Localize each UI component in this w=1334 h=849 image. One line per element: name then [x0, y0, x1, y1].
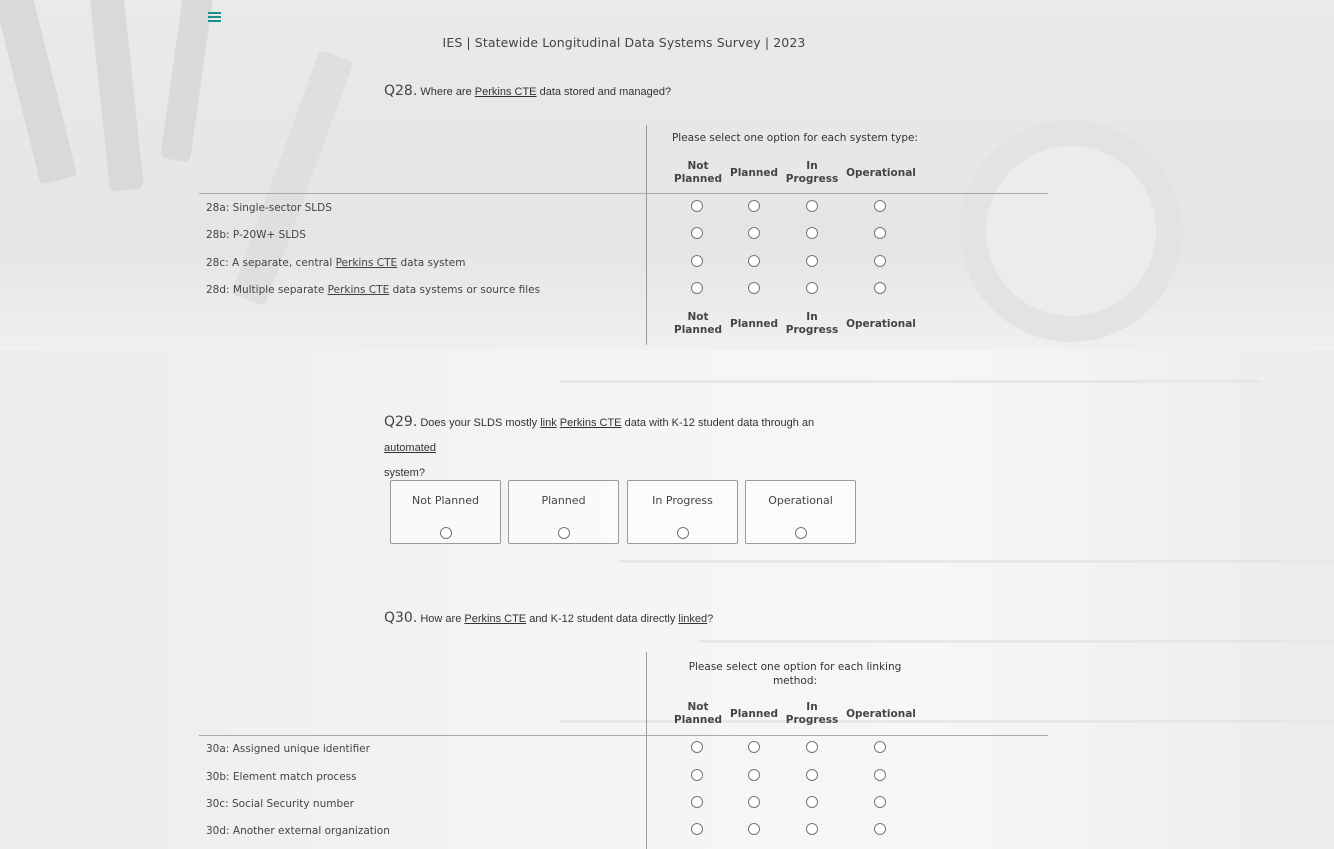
col-header-operational: Operational: [846, 167, 916, 179]
radio-30c-not-planned[interactable]: [691, 796, 703, 808]
matrix-instruction: Please select one option for each system type:: [671, 132, 919, 144]
radio-30d-planned[interactable]: [748, 823, 760, 835]
radio-30c-in-progress[interactable]: [806, 796, 818, 808]
question-number: Q30.: [384, 610, 418, 626]
col-header-planned: Planned: [730, 167, 778, 179]
col-footer-operational: Operational: [846, 318, 916, 330]
radio-30b-in-progress[interactable]: [806, 769, 818, 781]
matrix-header-rule: [199, 193, 1048, 194]
matrix-row-label-30b: 30b: Element match process: [206, 771, 357, 783]
question-number: Q29.: [384, 414, 418, 430]
radio-30a-not-planned[interactable]: [691, 741, 703, 753]
radio-29-operational[interactable]: [795, 527, 807, 539]
matrix-row-label-28a: 28a: Single-sector SLDS: [206, 202, 332, 214]
radio-28d-not-planned[interactable]: [691, 282, 703, 294]
survey-title: IES | Statewide Longitudinal Data Systems Survey | 2023: [442, 35, 806, 50]
radio-30a-planned[interactable]: [748, 741, 760, 753]
matrix-instruction: Please select one option for each linking method:: [688, 661, 902, 687]
choice-in-progress[interactable]: In Progress: [627, 480, 738, 544]
choice-planned[interactable]: Planned: [508, 480, 619, 544]
radio-30a-in-progress[interactable]: [806, 741, 818, 753]
choice-operational[interactable]: Operational: [745, 480, 856, 544]
radio-29-not-planned[interactable]: [440, 527, 452, 539]
matrix-row-label-28b: 28b: P-20W+ SLDS: [206, 229, 306, 241]
matrix-row-label-28d: 28d: Multiple separate Perkins CTE data systems or source files: [206, 284, 541, 296]
radio-30d-not-planned[interactable]: [691, 823, 703, 835]
matrix-row-label-30d: 30d: Another external organization: [206, 825, 390, 837]
radio-28d-in-progress[interactable]: [806, 282, 818, 294]
radio-28a-not-planned[interactable]: [691, 200, 703, 212]
col-footer-not-planned: Not Planned: [674, 311, 722, 336]
radio-30d-operational[interactable]: [874, 823, 886, 835]
radio-30c-planned[interactable]: [748, 796, 760, 808]
col-header-not-planned: Not Planned: [674, 160, 722, 185]
matrix-divider: [646, 125, 647, 345]
col-header-not-planned: Not Planned: [674, 701, 722, 726]
radio-30b-operational[interactable]: [874, 769, 886, 781]
radio-28a-planned[interactable]: [748, 200, 760, 212]
radio-30c-operational[interactable]: [874, 796, 886, 808]
question-30-title: Q30. How are Perkins CTE and K-12 student data directly linked?: [384, 610, 714, 626]
term-link[interactable]: Perkins CTE: [327, 284, 390, 296]
term-link[interactable]: Perkins CTE: [559, 417, 622, 429]
question-29-title: Q29. Does your SLDS mostly link Perkins CTE data with K-12 student data through an automated system?: [384, 414, 815, 479]
term-link[interactable]: link: [540, 417, 557, 429]
radio-30b-planned[interactable]: [748, 769, 760, 781]
radio-28b-not-planned[interactable]: [691, 227, 703, 239]
radio-28a-operational[interactable]: [874, 200, 886, 212]
radio-28d-operational[interactable]: [874, 282, 886, 294]
radio-28b-in-progress[interactable]: [806, 227, 818, 239]
radio-28c-not-planned[interactable]: [691, 255, 703, 267]
term-link[interactable]: Perkins CTE: [464, 613, 527, 625]
question-number: Q28.: [384, 83, 418, 99]
col-header-operational: Operational: [846, 708, 916, 720]
radio-28c-in-progress[interactable]: [806, 255, 818, 267]
question-28-title: Q28. Where are Perkins CTE data stored and managed?: [384, 83, 672, 99]
term-link[interactable]: Perkins CTE: [335, 257, 398, 269]
radio-30a-operational[interactable]: [874, 741, 886, 753]
col-header-in-progress: In Progress: [785, 701, 839, 726]
radio-28b-planned[interactable]: [748, 227, 760, 239]
hamburger-icon[interactable]: [208, 12, 221, 24]
matrix-row-label-28c: 28c: A separate, central Perkins CTE data system: [206, 257, 466, 269]
radio-30d-in-progress[interactable]: [806, 823, 818, 835]
col-header-planned: Planned: [730, 708, 778, 720]
col-header-in-progress: In Progress: [785, 160, 839, 185]
radio-28c-planned[interactable]: [748, 255, 760, 267]
radio-28d-planned[interactable]: [748, 282, 760, 294]
matrix-row-label-30c: 30c: Social Security number: [206, 798, 354, 810]
term-link[interactable]: automated: [384, 442, 436, 454]
radio-29-planned[interactable]: [558, 527, 570, 539]
radio-28b-operational[interactable]: [874, 227, 886, 239]
matrix-row-label-30a: 30a: Assigned unique identifier: [206, 743, 370, 755]
radio-28a-in-progress[interactable]: [806, 200, 818, 212]
term-link[interactable]: linked: [678, 613, 708, 625]
choice-not-planned[interactable]: Not Planned: [390, 480, 501, 544]
matrix-header-rule: [199, 735, 1048, 736]
radio-30b-not-planned[interactable]: [691, 769, 703, 781]
col-footer-planned: Planned: [730, 318, 778, 330]
radio-29-in-progress[interactable]: [677, 527, 689, 539]
radio-28c-operational[interactable]: [874, 255, 886, 267]
col-footer-in-progress: In Progress: [785, 311, 839, 336]
term-link[interactable]: Perkins CTE: [474, 86, 537, 98]
